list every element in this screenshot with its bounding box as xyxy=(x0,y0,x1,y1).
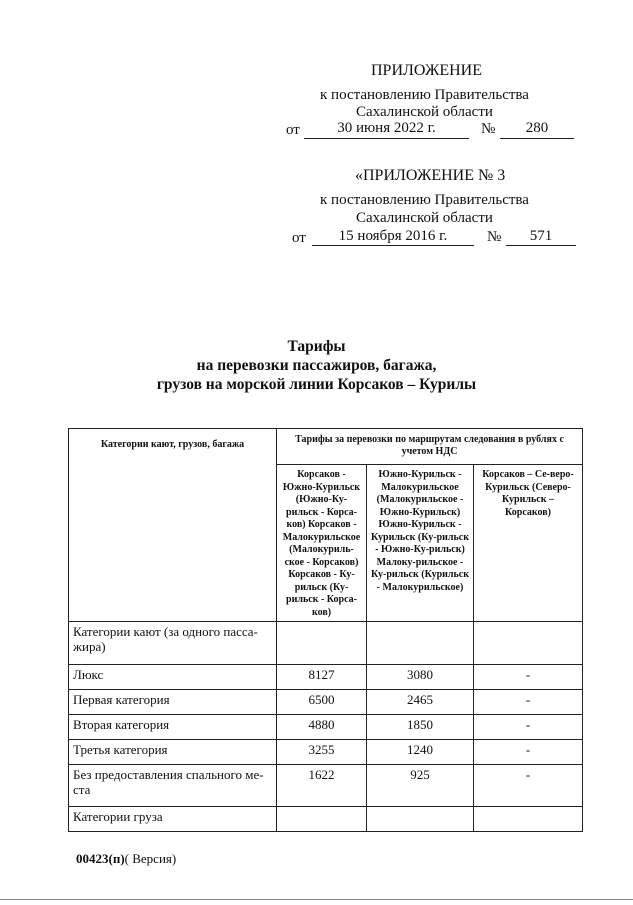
cell-value: 8127 xyxy=(277,665,367,690)
appendix3-line1: к постановлению Правительства xyxy=(320,192,529,208)
header-categories-text: Категории кают, грузов, багажа xyxy=(100,439,245,450)
title-line-2: на перевозки пассажиров, багажа, xyxy=(196,357,437,374)
cell-value xyxy=(277,622,367,665)
cell-value xyxy=(474,807,583,832)
cell-value: - xyxy=(474,665,583,690)
table-row xyxy=(69,807,583,832)
cell-value xyxy=(277,807,367,832)
row-label: Категории груза xyxy=(69,807,277,832)
tariffs-table xyxy=(68,428,583,832)
row-label: Люкс xyxy=(69,665,277,690)
table-row xyxy=(69,765,583,807)
cell-value: - xyxy=(474,715,583,740)
row-label: Без предоставления спального ме-ста xyxy=(69,765,277,807)
title-line-1: Тарифы xyxy=(287,338,346,355)
cell-value: 3080 xyxy=(367,665,474,690)
table-header-row xyxy=(69,429,583,465)
appendix-from-label: от xyxy=(286,122,300,138)
document-title xyxy=(0,337,633,394)
appendix-line1: к постановлению Правительства xyxy=(320,87,529,103)
footer-version: ( Версия) xyxy=(124,851,177,866)
route-header-3: Корсаков – Се-веро-Курильск (Северо-Курильск – Корсаков) xyxy=(474,465,583,622)
cell-value: 925 xyxy=(367,765,474,807)
cell-value: 4880 xyxy=(277,715,367,740)
cell-value: - xyxy=(474,765,583,807)
row-label: Категории кают (за одного пасса-жира) xyxy=(69,622,277,665)
cell-value xyxy=(474,622,583,665)
table-row xyxy=(69,740,583,765)
cell-value: 6500 xyxy=(277,690,367,715)
title-line-3: грузов на морской линии Корсаков – Курилы xyxy=(156,376,477,393)
cell-value: 1622 xyxy=(277,765,367,807)
document-footer xyxy=(76,851,176,867)
table-row xyxy=(69,690,583,715)
row-label: Вторая категория xyxy=(69,715,277,740)
appendix3-from-label: от xyxy=(292,230,306,246)
cell-value: 1850 xyxy=(367,715,474,740)
cell-value: - xyxy=(474,740,583,765)
route-header-2: Южно-Курильск - Малокурильское (Малокурильское - Южно-Курильск) Южно-Курильск - Курильск (Ку-рильск - Южно-Ку-рильск) Малоку-рильское - Ку-рильск (Курильск - Малокурильское) xyxy=(367,465,474,622)
appendix-date-underline xyxy=(304,138,469,139)
table-row xyxy=(69,665,583,690)
appendix3-no-label: № xyxy=(487,229,502,245)
cell-value xyxy=(367,622,474,665)
table-row xyxy=(69,622,583,665)
appendix-no-label: № xyxy=(481,121,496,137)
page-bottom-edge xyxy=(0,899,633,900)
header-categories xyxy=(69,429,277,622)
appendix-number-underline xyxy=(500,138,574,139)
appendix-number: 280 xyxy=(525,120,549,136)
table-row xyxy=(69,715,583,740)
header-tariffs-group: Тарифы за перевозки по маршрутам следования в рублях с учетом НДС xyxy=(277,429,583,465)
route-header-1: Корсаков - Южно-Курильск (Южно-Ку-рильск - Корса-ков) Корсаков - Малокурильское (Малокуриль-ское - Корсаков) Корсаков - Ку-рильск (Ку-рильск - Корса-ков) xyxy=(277,465,367,622)
appendix-line2: Сахалинской области xyxy=(356,104,493,120)
appendix3-number: 571 xyxy=(529,228,553,244)
cell-value: 3255 xyxy=(277,740,367,765)
row-label: Третья категория xyxy=(69,740,277,765)
appendix3-line2: Сахалинской области xyxy=(356,210,493,226)
appendix3-date-underline xyxy=(312,245,474,246)
appendix3-date: 15 ноября 2016 г. xyxy=(338,228,448,244)
appendix3-title: «ПРИЛОЖЕНИЕ № 3 xyxy=(355,167,506,184)
cell-value: 1240 xyxy=(367,740,474,765)
cell-value xyxy=(367,807,474,832)
row-label: Первая категория xyxy=(69,690,277,715)
footer-code: 00423(п) xyxy=(76,851,125,866)
cell-value: - xyxy=(474,690,583,715)
appendix3-number-underline xyxy=(506,245,576,246)
cell-value: 2465 xyxy=(367,690,474,715)
appendix-title: ПРИЛОЖЕНИЕ xyxy=(371,62,483,79)
appendix-date: 30 июня 2022 г. xyxy=(337,120,436,136)
